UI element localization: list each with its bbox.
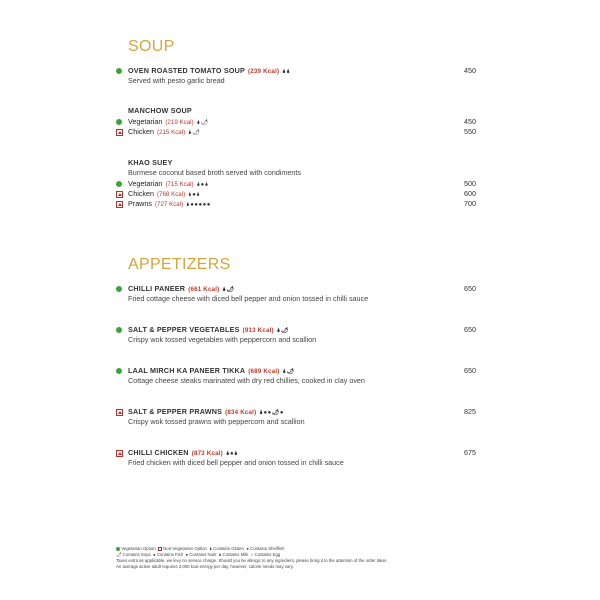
item-kcal: (661 Kcal) — [188, 286, 220, 293]
item-kcal: (689 Kcal) — [248, 368, 280, 375]
nuts-icon: ● — [185, 552, 189, 557]
item-name: Prawns — [128, 199, 152, 208]
legend-gluten: Contains Gluten — [213, 546, 244, 551]
nonveg-box-icon — [116, 450, 123, 457]
soya-icon: 🌶 — [116, 552, 122, 557]
menu-item-oven-roasted-tomato-soup — [116, 66, 476, 76]
item-heading-manchow-soup: MANCHOW SOUP — [128, 106, 192, 115]
menu-item-khao-chicken — [116, 189, 476, 199]
item-kcal: (727 Kcal) — [154, 201, 184, 208]
item-kcal: (239 Kcal) — [248, 68, 280, 75]
menu-item-chilli-paneer — [116, 284, 476, 294]
veg-dot-icon — [116, 286, 122, 292]
legend-nuts: Contains Nuts — [189, 552, 217, 557]
gluten-icon: 🌢 — [209, 546, 212, 551]
allergen-icons: 🌢🌶 — [222, 287, 235, 293]
allergen-icons: 🌢●🌢 — [196, 182, 209, 188]
item-kcal: (873 Kcal) — [191, 450, 223, 457]
item-kcal: (768 Kcal) — [156, 191, 186, 198]
item-price: 500 — [464, 179, 476, 188]
item-name: SALT & PEPPER VEGETABLES — [128, 325, 240, 334]
item-price: 650 — [464, 284, 476, 293]
item-description: Served with pesto garlic bread — [128, 76, 225, 85]
shellfish-icon: ● — [246, 546, 249, 551]
item-kcal: (219 Kcal) — [165, 119, 194, 126]
allergen-icons: 🌢●🌢 — [188, 192, 201, 198]
allergen-icons: 🌢●●●●● — [186, 202, 211, 208]
item-description: Burmese coconut based broth served with condiments — [128, 168, 301, 177]
veg-dot-icon — [116, 181, 122, 187]
item-description: Crispy wok tossed prawns with peppercorn and scallion — [128, 417, 305, 426]
veg-dot-icon — [116, 368, 122, 374]
item-price: 550 — [464, 127, 476, 136]
item-name: Vegetarian — [128, 117, 163, 126]
item-name: Vegetarian — [128, 179, 163, 188]
legend-line-3: Taxes extra as applicable, we levy no service charge. Should you be allergic to any ingredient, please bring it to the attention of the order taker. — [116, 558, 388, 563]
veg-dot-icon — [116, 327, 122, 333]
allergen-icons: 🌢🌢 — [282, 69, 291, 75]
item-price: 675 — [464, 448, 476, 457]
item-price: 650 — [464, 325, 476, 334]
item-name: OVEN ROASTED TOMATO SOUP — [128, 66, 246, 75]
allergen-icons: 🌢●●🌶● — [259, 410, 284, 416]
menu-item-chilli-chicken — [116, 448, 476, 458]
legend-shellfish: Contains Shellfish — [250, 546, 285, 551]
item-description: Crispy wok tossed vegetables with peppercorn and scallion — [128, 335, 317, 344]
allergen-icons: 🌢🌶 — [196, 120, 209, 126]
item-kcal: (834 Kcal) — [225, 409, 257, 416]
item-name: CHILLI CHICKEN — [128, 448, 189, 457]
section-title-appetizers: APPETIZERS — [128, 256, 231, 273]
item-price: 700 — [464, 199, 476, 208]
item-kcal: (715 Kcal) — [165, 181, 194, 188]
item-heading-khao-suey: KHAO SUEY — [128, 158, 173, 167]
nonveg-box-icon — [116, 201, 123, 208]
legend-soya: Contains Soya — [122, 552, 151, 557]
menu-item-salt-pepper-prawns — [116, 407, 476, 417]
item-name: LAAL MIRCH KA PANEER TIKKA — [128, 366, 246, 375]
legend-line-4: An average active adult requires 2,000 kcal energy per day, however, calorie needs may vary. — [116, 564, 294, 569]
legend-egg: Contains Egg — [254, 552, 281, 557]
legend-veg: Vegetarian Option — [121, 546, 156, 551]
item-kcal: (215 Kcal) — [156, 129, 186, 136]
item-description: Fried cottage cheese with diced bell pepper and onion tossed in chilli sauce — [128, 294, 369, 303]
nonveg-box-icon — [116, 191, 123, 198]
item-price: 600 — [464, 189, 476, 198]
item-name: CHILLI PANEER — [128, 284, 186, 293]
legend-milk: Contains Milk — [222, 552, 249, 557]
legend — [116, 546, 456, 570]
milk-icon: 🌢 — [218, 552, 222, 557]
allergen-icons: 🌢🌶 — [276, 328, 290, 334]
menu-item-salt-pepper-vegetables — [116, 325, 476, 335]
item-price: 825 — [464, 407, 476, 416]
fish-icon: ● — [153, 552, 156, 557]
item-name: Chicken — [128, 127, 154, 136]
item-price: 650 — [464, 366, 476, 375]
nonveg-box-icon — [116, 129, 123, 136]
menu-item-manchow-veg — [116, 117, 476, 127]
item-price: 450 — [464, 117, 476, 126]
menu-item-khao-veg — [116, 179, 476, 189]
legend-fish: Contains Fish — [156, 552, 184, 557]
item-name: SALT & PEPPER PRAWNS — [128, 407, 223, 416]
item-price: 450 — [464, 66, 476, 75]
allergen-icons: 🌢🌶 — [188, 130, 201, 136]
menu-item-manchow-chicken — [116, 127, 476, 137]
nonveg-box-icon — [116, 409, 123, 416]
egg-icon: ○ — [250, 552, 254, 557]
veg-dot-icon — [116, 119, 122, 125]
item-description: Cottage cheese steaks marinated with dry red chillies, cooked in clay oven — [128, 376, 365, 385]
allergen-icons: 🌢🌶 — [282, 369, 295, 375]
item-name: Chicken — [128, 189, 154, 198]
nonveg-box-icon — [158, 547, 162, 551]
allergen-icons: 🌢●🌢 — [225, 451, 239, 457]
item-kcal: (913 Kcal) — [242, 327, 274, 334]
veg-dot-icon — [116, 547, 120, 551]
menu-item-khao-prawns — [116, 199, 476, 209]
veg-dot-icon — [116, 68, 122, 74]
legend-nonveg: Non-Vegetarian Option — [163, 546, 207, 551]
section-title-soup: SOUP — [128, 38, 175, 55]
item-description: Fried chicken with diced bell pepper and onion tossed in chilli sauce — [128, 458, 344, 467]
menu-item-laal-mirch-paneer-tikka — [116, 366, 476, 376]
